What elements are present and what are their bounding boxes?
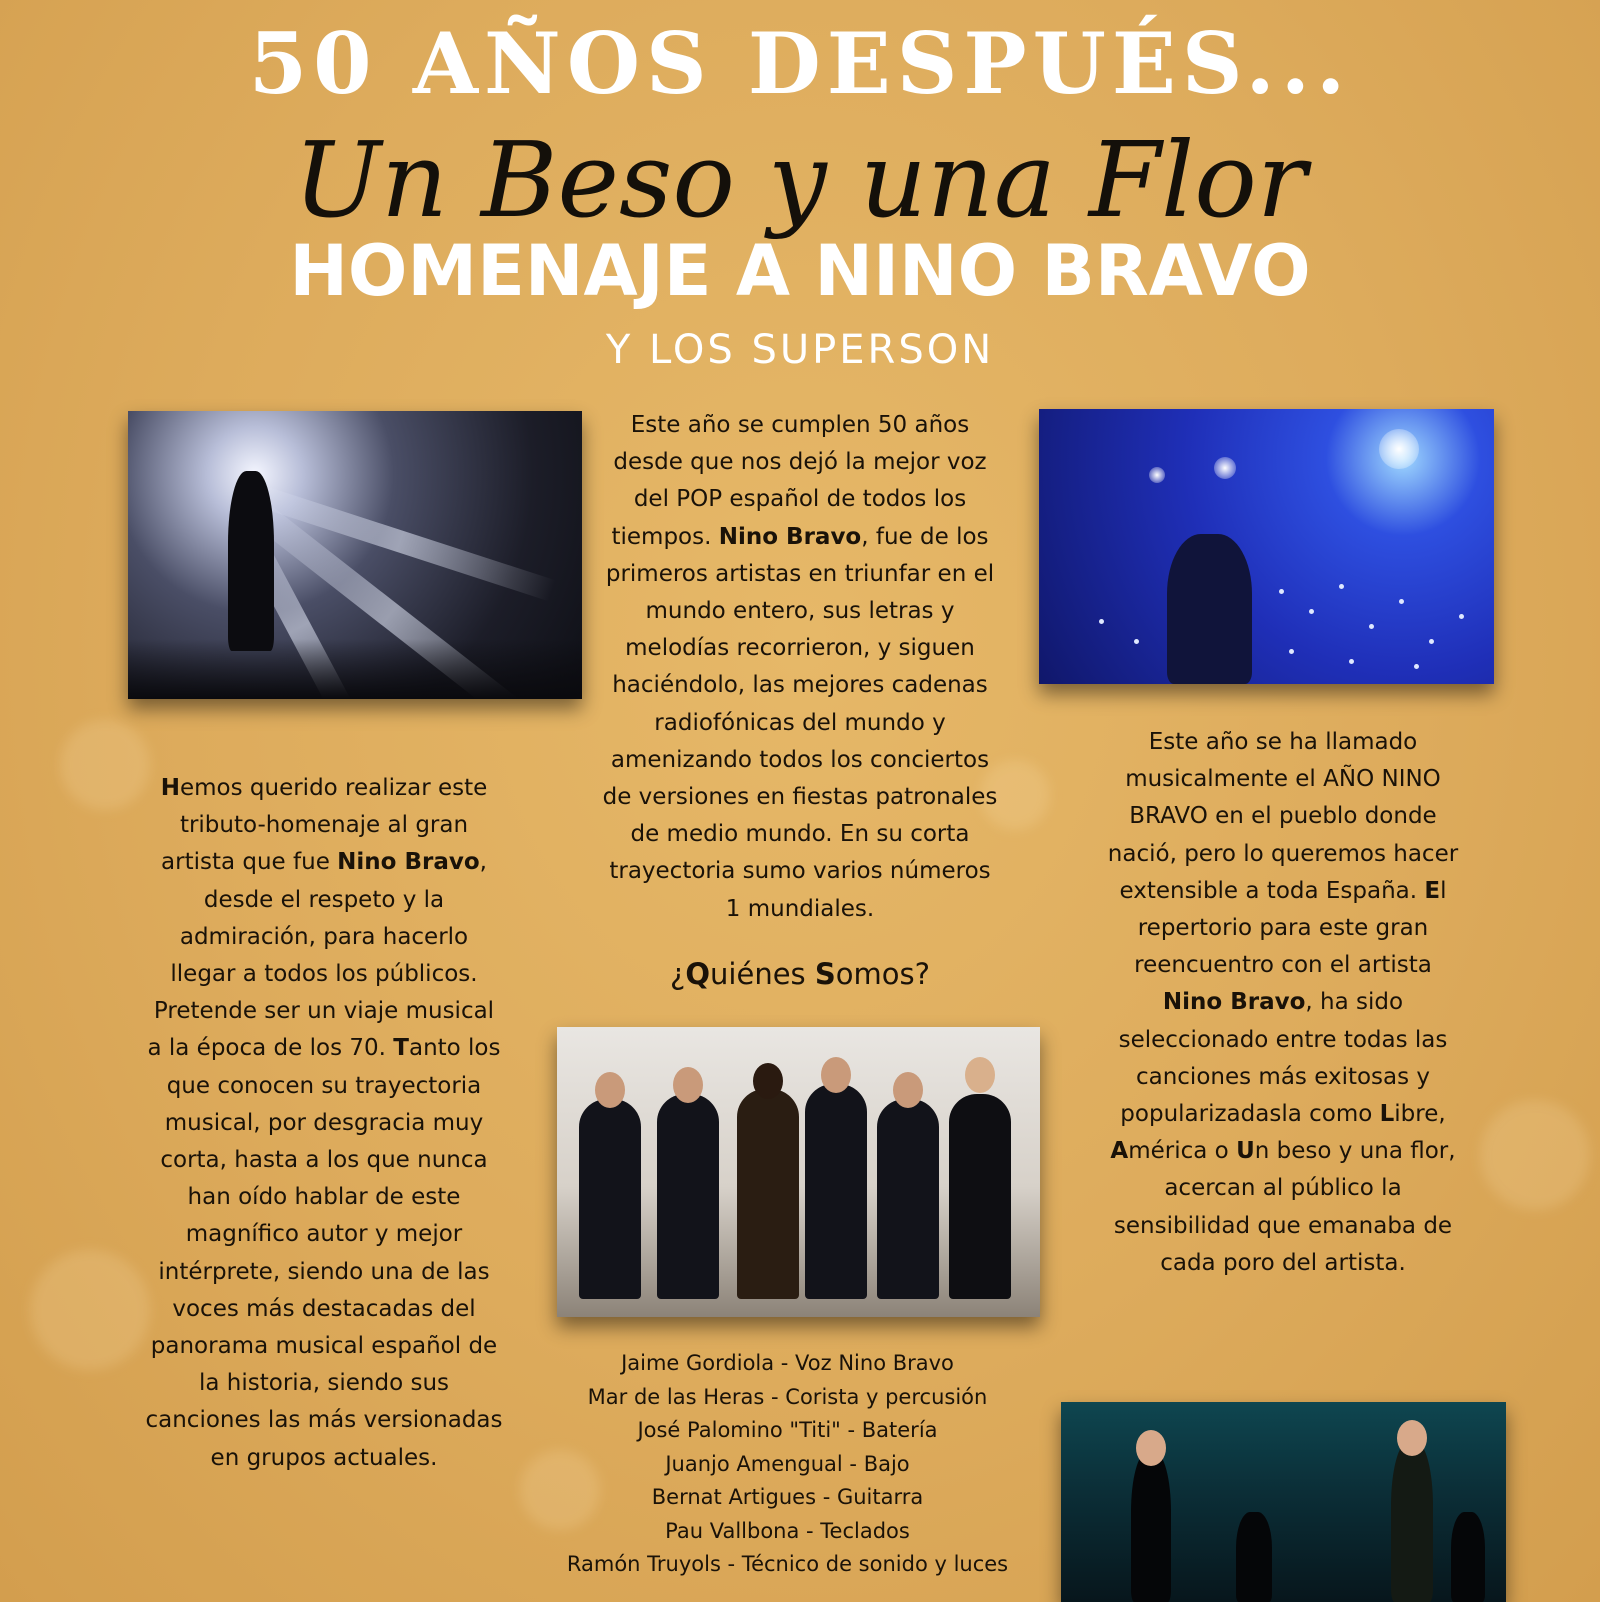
intro-text: Este año se cumplen 50 años desde que nos dejó la mejor voz del POP español de todos los tiempos. Nino Bravo, fue de los primeros artistas en triunfar en el mundo entero, sus letras y melodías recorrieron, y siguen haciéndolo, las mejores cadenas radiofónicas del mundo y amenizando todos los conciertos de versiones en fiestas patronales de medio mundo. En su corta trayectoria sumo varios números 1 mundiales. xyxy=(602,412,998,922)
quienes-somos-heading: ¿Quiénes Somos? xyxy=(669,957,931,991)
credit-line: Ramón Truyols - Técnico de sonido y luces xyxy=(566,1552,1009,1576)
band-credits xyxy=(555,1347,1020,1582)
credit-line: Mar de las Heras - Corista y percusión xyxy=(587,1384,988,1409)
headline-homenaje: HOMENAJE A NINO BRAVO xyxy=(289,230,1311,312)
photo-blue-stage-audience xyxy=(1039,409,1494,684)
credit-line: José Palomino "Titi" - Batería xyxy=(637,1418,938,1442)
repertoire-text: Este año se ha llamado musicalmente el AÑO NINO BRAVO en el pueblo donde nació, pero lo queremos hacer extensible a toda España. El repertorio para este gran reencuentro con el artista Nino Bravo, ha sido seleccionado entre todas las canciones más exitosas y popularizadasla como Libre, América o Un beso y una flor, acercan al público la sensibilidad que emanaba de cada poro del artista. xyxy=(1107,729,1459,1276)
headline-50-anos: 50 AÑOS DESPUÉS... xyxy=(248,14,1352,113)
credit-line: Bernat Artigues - Guitarra xyxy=(651,1485,924,1509)
credit-line: Juanjo Amengual - Bajo xyxy=(665,1451,910,1476)
photo-band-group xyxy=(557,1027,1040,1317)
subheadline: Y LOS SUPERSON xyxy=(605,327,995,373)
photo-band-live xyxy=(1061,1402,1506,1602)
bokeh-light xyxy=(30,1250,150,1370)
photo-singer-spotlights xyxy=(128,411,582,699)
credit-line: Pau Vallbona - Teclados xyxy=(665,1518,910,1543)
credit-line: Jaime Gordiola - Voz Nino Bravo xyxy=(621,1351,954,1375)
bokeh-light xyxy=(60,720,150,810)
bokeh-light xyxy=(1480,1100,1590,1210)
tribute-text: Hemos querido realizar este tributo-homenaje al gran artista que fue Nino Bravo, desde el respeto y la admiración, para hacerlo llegar a todos los públicos. Pretende ser un viaje musical a la época de los 70. Tanto los que conocen su trayectoria musical, por desgracia muy corta, hasta a los que nunca han oído hablar de este magnífico autor y mejor intérprete, siendo una de las voces más destacadas del panorama musical español de la historia, siendo sus canciones las más versionadas en grupos actuales. xyxy=(145,775,503,1471)
headline-script-title: Un Beso y una Flor xyxy=(293,119,1307,241)
